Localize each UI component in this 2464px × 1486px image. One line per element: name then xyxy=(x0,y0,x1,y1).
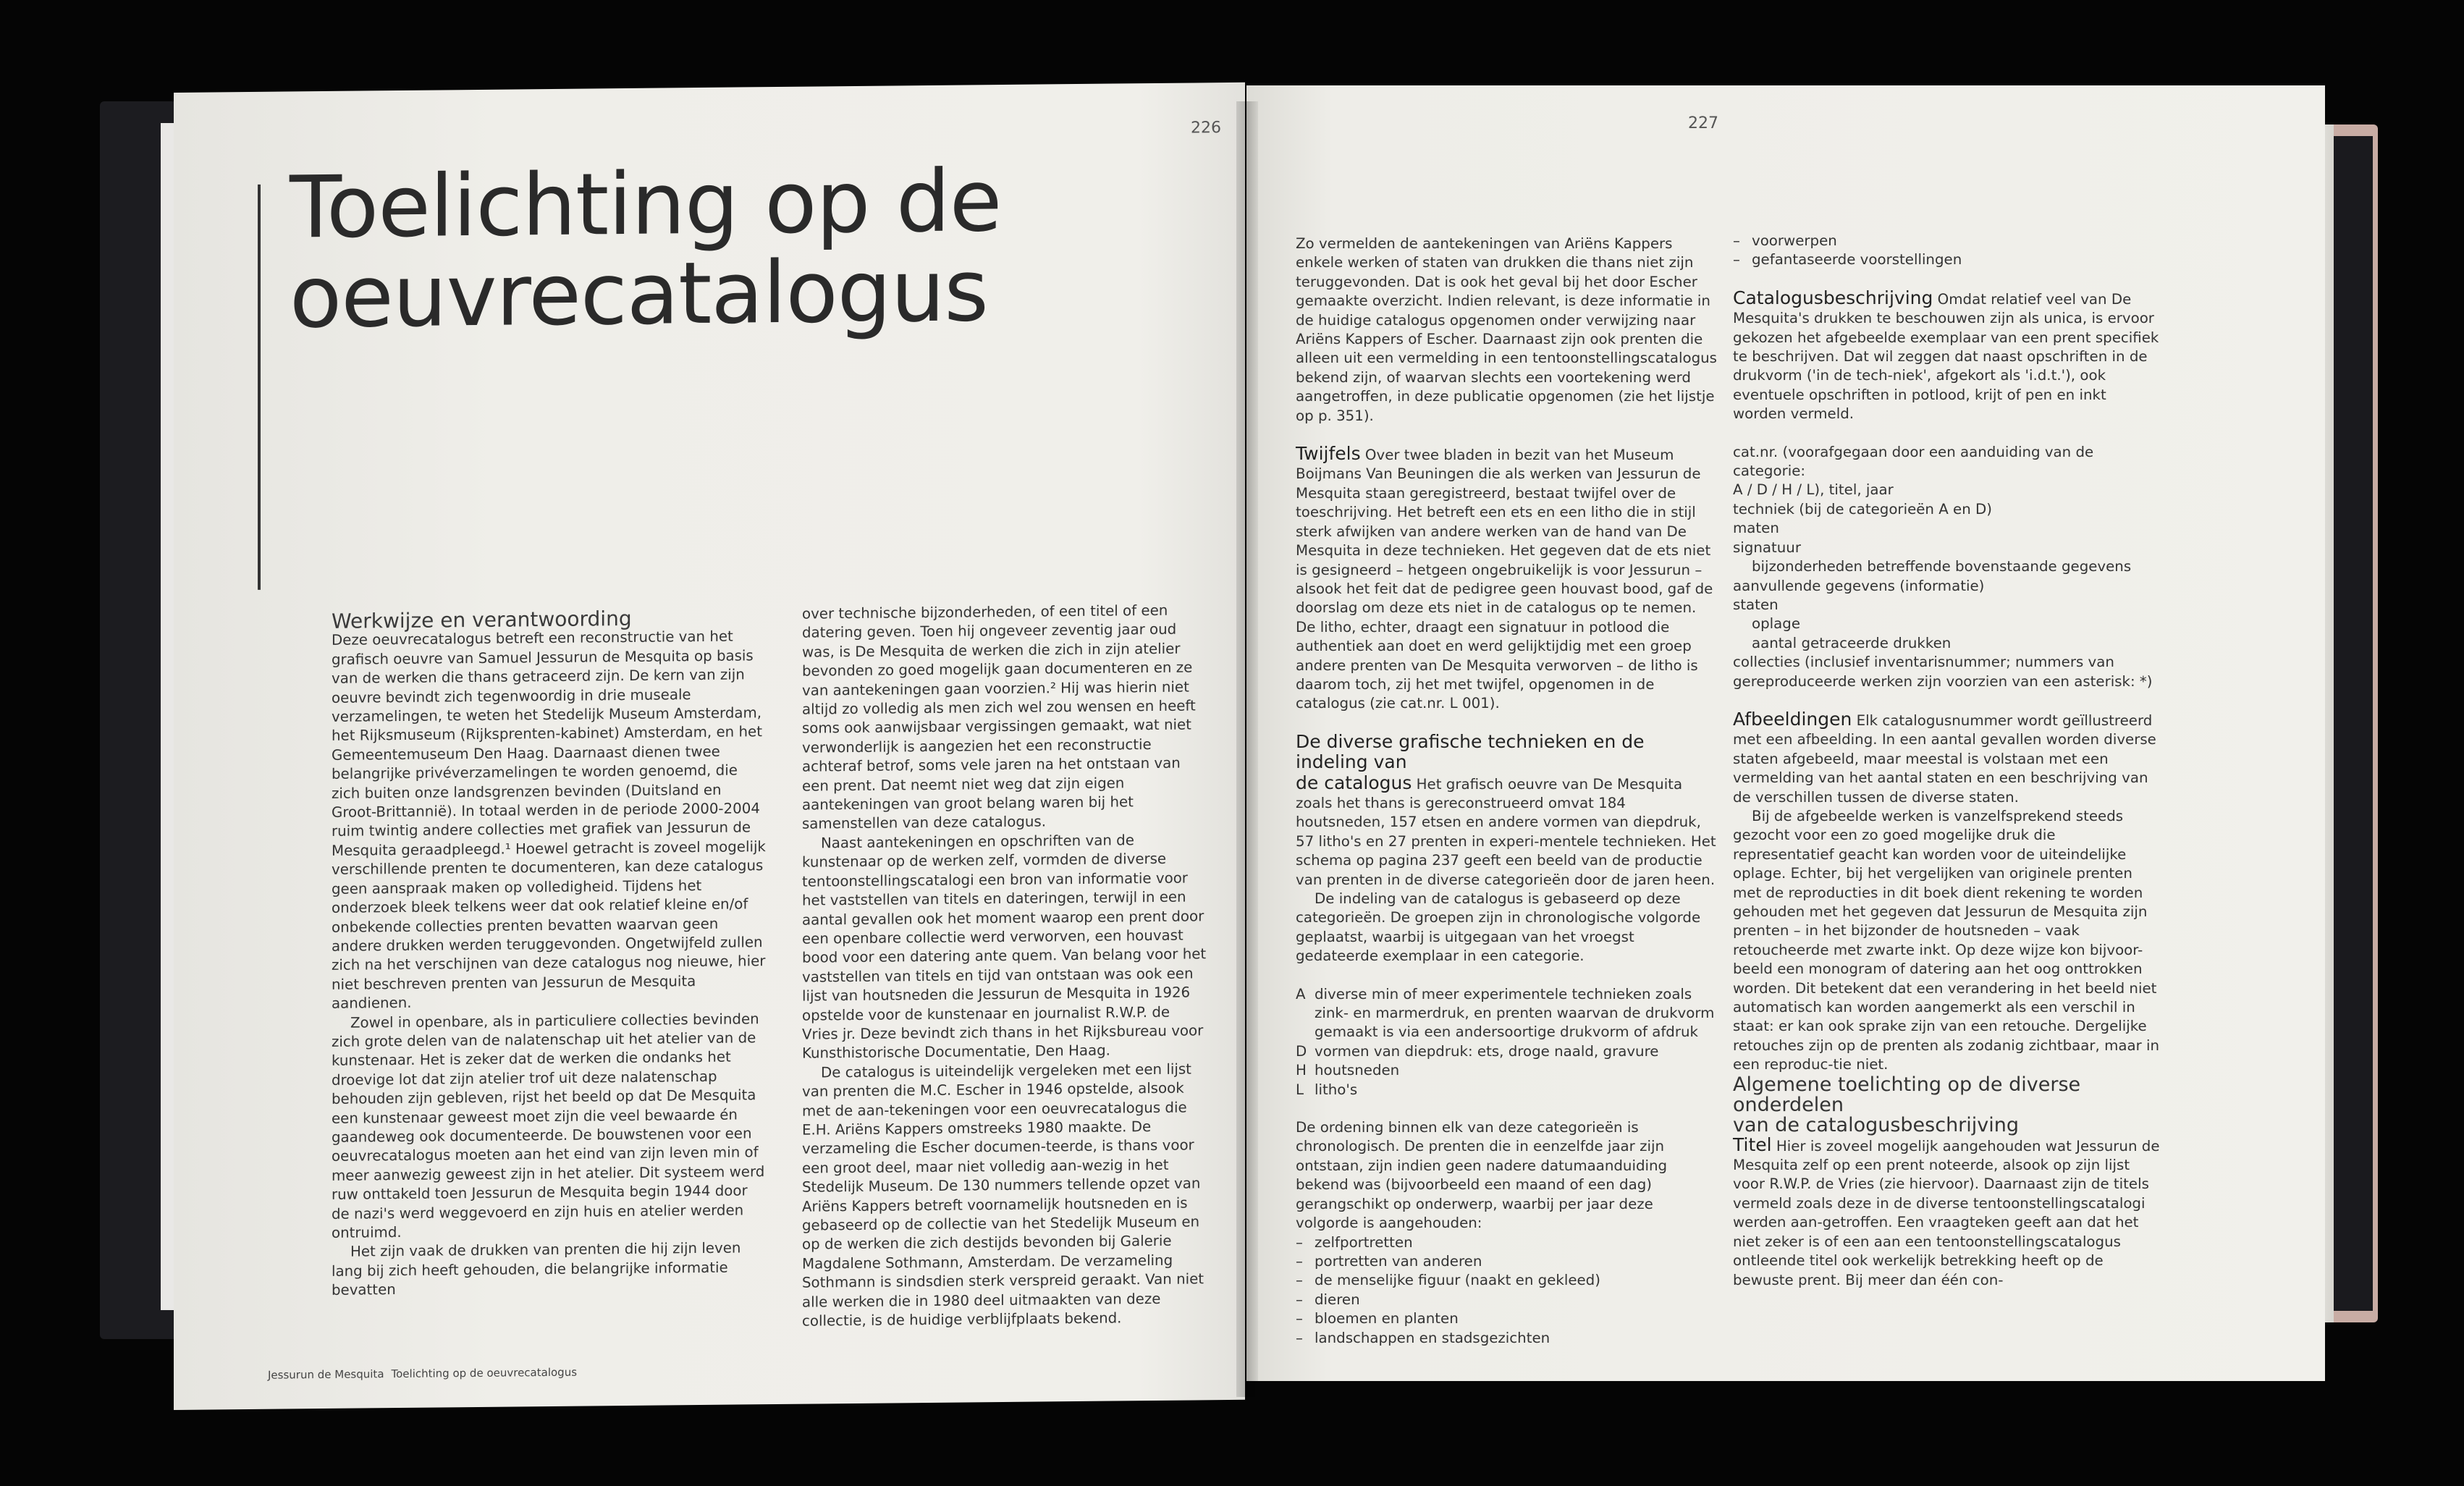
paragraph: over technische bijzonderheden, of een titel of een datering geven. Toen hij ongeveer zeventig jaar oud was, is De Mesquita de werken die zich in zijn atelier bevonden zo goed mogelijk gaan documenteren en ze van aantekeningen gaan voorzien.² Hij was hierin niet altijd zo volledig als men zich wel zou wensen en heeft soms ook aanwijsbaar vergissingen gemaakt, wat niet verwonderlijk is aangezien het een reconstructie achteraf betrof, soms vele jaren na het ontstaan van een prent. Dat neemt niet weg dat zijn eigen aantekeningen van groot belang waren bij het samenstellen van deze catalogus. xyxy=(802,601,1196,833)
paragraph: De indeling van de catalogus is gebaseerd op deze categorieën. De groepen zijn in chronologische volgorde geplaatst, waarbij is uitgegaan van het vroegst gedateerde exemplaar in een categorie. xyxy=(1296,890,1701,965)
paragraph: Zo vermelden de aantekeningen van Ariëns Kappers enkele werken of staten van drukken die thans niet zijn teruggevonden. Dat is ook het geval bij het door Escher gemaakte overzicht. Indien relevant, is deze informatie in de huidige catalogus opgenomen onder verwijzing naar Ariëns Kappers of Escher. Daarnaast zijn ook prenten die alleen uit een vermelding in een tentoonstellingscatalogus bekend zijn, of waarvan slechts een voortekening werd aangetroffen, in deze publicatie opgenomen (zie het lijstje op p. 351). xyxy=(1296,235,1717,424)
right-column-2 xyxy=(1733,232,2160,1290)
list-item: H houtsneden xyxy=(1296,1062,1400,1079)
page-stack-left xyxy=(161,123,174,1310)
running-footer xyxy=(268,1366,577,1382)
paragraph: De catalogus is uiteindelijk vergeleken met een lijst van prenten die M.C. Escher in 1946 opstelde, alsook met de aan-tekeningen voor een oeuvrecatalogus die E.H. Ariëns Kappers omstreeks 1980 maakte. De verzameling die Escher documen-teerde, is thans voor een groot deel, maar niet volledig aan-wezig in het Stedelijk Museum. De 130 nummers tellende opzet van Ariëns Kappers betreft voornamelijk houtsneden en is gebaseerd op de collectie van het Stedelijk Museum en op de werken die zich destijds bevonden bij Galerie Magdalene Sothmann, Amsterdam. De verzameling Sothmann is sindsdien sterk verspreid geraakt. Van niet alle werken die in 1980 deel uitmaakten van deze collectie, is de huidige verblijfplaats bekend. xyxy=(802,1060,1204,1330)
list-item: D vormen van diepdruk: ets, droge naald, gravure xyxy=(1296,1042,1659,1060)
paragraph: Zowel in openbare, als in particuliere collecties bevinden zich grote delen van de nalatenschap uit het atelier van de kunstenaar. Het is zeker dat de werken die ondanks het droevige lot dat zijn atelier trof uit deze nalatenschap behouden zijn gebleven, rijst het beeld op dat De Mesquita een kunstenaar geweest moet zijn die veel bewaarde én gaandeweg ook documenteerde. De bouwstenen voor een oeuvrecatalogus moeten aan het eind van zijn leven min of meer aanwezig geweest zijn in het atelier. Dit systeem werd ruw onttakeld toen Jessurun de Mesquita begin 1944 door de nazi's werd weggevoerd en zijn huis en atelier werden ontruimd. xyxy=(332,1010,765,1241)
title-line-1: Toelichting op de xyxy=(290,151,1002,258)
list-item: – dieren xyxy=(1296,1291,1360,1308)
book-gutter-shadow xyxy=(1236,101,1258,1397)
scheme-line: gereproduceerde werken zijn voorzien van een asterisk: *) xyxy=(1733,672,2153,690)
scheme-line: bijzonderheden betreffende bovenstaande gegevens xyxy=(1752,558,2132,575)
footer-author: Jessurun de Mesquita xyxy=(268,1367,384,1382)
scheme-line: collecties (inclusief inventarisnummer; nummers van xyxy=(1733,654,2114,671)
afb-paragraph xyxy=(1733,710,2160,807)
title-line-2: oeuvrecatalogus xyxy=(290,240,988,347)
scheme-line: maten xyxy=(1733,520,1779,537)
scheme-line: aanvullende gegevens (informatie) xyxy=(1733,577,1985,594)
diverse-text: Het grafisch oeuvre van De Mesquita zoals het thans is gereconstrueerd omvat 184 houtsneden, 157 etsen en andere vormen van diepdruk, 57 litho's en 27 prenten in experi-mentele technieken. Het schema op pagina 237 geeft een beeld van de productie van prenten in de diverse categorieën door de jaren heen. xyxy=(1296,775,1716,888)
list-item: – gefantaseerde voorstellingen xyxy=(1733,251,1962,269)
list-item: – landschappen en stadsgezichten xyxy=(1296,1329,1550,1346)
list-item: – zelfportretten xyxy=(1296,1233,1413,1251)
left-page xyxy=(174,83,1245,1410)
scheme-line: A / D / H / L), titel, jaar xyxy=(1733,481,1894,499)
left-column-2 xyxy=(802,601,1207,1331)
titel-heading: Titel xyxy=(1733,1134,1772,1155)
list-item: – de menselijke figuur (naakt en gekleed) xyxy=(1296,1272,1600,1289)
afb-heading: Afbeeldingen xyxy=(1733,708,1852,730)
scheme-line: cat.nr. (voorafgegaan door een aanduiding van de categorie: xyxy=(1733,443,2094,480)
scheme-line: staten xyxy=(1733,596,1779,613)
list-item: A diverse min of meer experimentele technieken zoals zink- en marmerdruk, en prenten waarvan de drukvorm gemaakt is via een andersoortige drukvorm of afdruk xyxy=(1296,985,1715,1041)
paragraph: Bij de afgebeelde werken is vanzelfsprekend steeds gezocht voor een zo goed mogelijke druk die representatief geacht kan worden voor de uiteindelijke oplage. Echter, bij het vergelijken van originele prenten met de reproducties in dit boek dient rekening te worden gehouden met het gegeven dat Jessurun de Mesquita zijn prenten – in het bijzonder de houtsneden – vaak retoucheerde met zwarte inkt. Op deze wijze kon bijvoor-beeld een monogram of datering aan het oog onttrokken worden. Dit betekent dat een verandering in het beeld niet automatisch kan worden aangemerkt als een verschil in staat: er kan ook sprake zijn van een retouche. Dergelijke retouches zijn op de prenten als zodanig zichtbaar, maar in een reproduc-tie niet. xyxy=(1733,807,2160,1073)
book-cover-left-edge xyxy=(100,101,180,1339)
catbesch-paragraph xyxy=(1733,289,2160,424)
scheme-line: techniek (bij de categorieën A en D) xyxy=(1733,500,1992,518)
diverse-heading-2: de catalogus xyxy=(1296,772,1412,793)
twijfels-paragraph xyxy=(1296,444,1719,714)
afb-text: Elk catalogusnummer wordt geïllustreerd met een afbeelding. In een aantal gevallen worden diverse staten afgebeeld, maar meestal is volstaan met een vermelding van het aantal staten en een beschrijving van de verschillen tussen de diverse staten. xyxy=(1733,712,2156,806)
diverse-heading-1: De diverse grafische technieken en de indeling van xyxy=(1296,730,1645,773)
catnr-scheme xyxy=(1733,443,2160,691)
scheme-line: oplage xyxy=(1752,615,1801,633)
cover-board-right xyxy=(2328,136,2373,1311)
paragraph: Deze oeuvrecatalogus betreft een reconstructie van het grafisch oeuvre van Samuel Jessurun de Mesquita op basis van de werken die thans getraceerd zijn. De kern van zijn oeuvre bevindt zich tegenwoordig in drie museale verzamelingen, te weten het Stedelijk Museum Amsterdam, het Rijksmuseum (Rijksprenten-kabinet) Amsterdam, en het Gemeentemuseum Den Haag. Daarnaast dienen twee belangrijke privéverzamelingen te worden genoemd, die zich buiten onze landsgrenzen bevinden (Duitsland en Groot-Brittannië). In totaal werden in de periode 2000-2004 ruim twintig andere collecties met grafiek van Jessurun de Mesquita geraadpleegd.¹ Hoewel getracht is zoveel mogelijk verschillende prenten te documenteren, kan deze catalogus geen aanspraak maken op volledigheid. Tijdens het onderzoek bleek telkens weer dat ook relatief kleine en/of onbekende collecties prenten bevatten waarvan geen andere drukken werden teruggevonden. Ongetwijfeld zullen zich na het verschijnen van deze catalogus nog nieuwe, hier niet beschreven prenten van Jessurun de Mesquita aandienen. xyxy=(332,628,766,1013)
titel-text: Hier is zoveel mogelijk aangehouden wat Jessurun de Mesquita zelf op een prent noteerde, alsook op zijn lijst voor R.W.P. de Vries (zie hiervoor). Daarnaast zijn de titels vermeld zoals deze in de diverse tentoonstellingscatalogi werden aan-getroffen. Een vraagteken geeft aan dat het niet zeker is of een aan een tentoonstellingscatalogus ontleende titel ook werkelijk betrekking heeft op de bewuste prent. Bij meer dan één con- xyxy=(1733,1137,2160,1288)
right-page xyxy=(1246,85,2325,1381)
page-number-right: 227 xyxy=(1688,114,1718,132)
right-column-1 xyxy=(1296,235,1719,1348)
paragraph: De ordening binnen elk van deze categorieën is chronologisch. De prenten die in eenzelfde jaar zijn ontstaan, zijn indien geen nadere datumaanduiding bekend was (bijvoorbeeld een maand of een dag) gerangschikt op onderwerp, waarbij per jaar deze volgorde is aangehouden: xyxy=(1296,1119,1668,1232)
category-list xyxy=(1296,985,1719,1099)
list-item: – portretten van anderen xyxy=(1296,1252,1482,1270)
page-title xyxy=(290,151,1002,347)
scheme-line: signatuur xyxy=(1733,539,1801,556)
list-item: – bloemen en planten xyxy=(1296,1310,1459,1327)
twijfels-heading: Twijfels xyxy=(1296,443,1361,465)
catbesch-heading: Catalogusbeschrijving xyxy=(1733,287,1933,308)
title-rule xyxy=(258,185,261,590)
scheme-line: aantal getraceerde drukken xyxy=(1752,634,1952,651)
section-heading: Werkwijze en verantwoording xyxy=(332,606,632,633)
list-item: L litho's xyxy=(1296,1081,1358,1098)
titel-paragraph xyxy=(1733,1136,2160,1290)
diverse-paragraph xyxy=(1296,730,1719,890)
paragraph: Het zijn vaak de drukken van prenten die hij zijn leven lang bij zich heeft gehouden, die belangrijke informatie bevatten xyxy=(332,1239,741,1299)
twijfels-text: Over twee bladen in bezit van het Museum Boijmans Van Beuningen die als werken van Jessurun de Mesquita staan geregistreerd, bestaat twijfel over de toeschrijving. Het betreft een ets en een litho die in stijl sterk afwijken van andere werken van de hand van De Mesquita in deze technieken. Het gegeven dat de ets niet is gesigneerd – hetgeen ongebruikelijk is voor Jessurun – alsook het feit dat de pedigree geen houvast bood, gaf de doorslag om deze ets niet in de catalogus op te nemen. De litho, echter, draagt een signatuur in potlood die authentiek aan doet en werd gelijktijdig met een groep andere prenten van De Mesquita verworven – de litho is daarom toch, zij het met twijfel, opgenomen in de catalogus (zie cat.nr. L 001). xyxy=(1296,447,1713,712)
left-column-1 xyxy=(332,608,769,1300)
list-item: – voorwerpen xyxy=(1733,232,1837,249)
subsection-heading: Algemene toelichting op de diverse onderdelen van de catalogusbeschrijving xyxy=(1733,1073,2081,1136)
footer-title: Toelichting op de oeuvrecatalogus xyxy=(391,1365,578,1381)
paragraph: Naast aantekeningen en opschriften van de kunstenaar op de werken zelf, vormden de diverse tentoonstellingscatalogi een bron van informatie voor het vaststellen van titels en dateringen, terwijl in een aantal gevallen ook het moment waarop een prent door een openbare collectie werd verworven, een houvast bood voor een datering ante quem. Van belang voor het vaststellen van titels en tijd van ontstaan was ook een lijst van houtsneden die Jessurun de Mesquita in 1926 opstelde voor de kunstenaar en journalist R.W.P. de Vries jr. Deze bevindt zich thans in het Rijksbureau voor Kunsthistorische Documentatie, Den Haag. xyxy=(802,832,1207,1063)
page-number-left: 226 xyxy=(1191,119,1221,138)
catbesch-text: Omdat relatief veel van De Mesquita's drukken te beschouwen zijn als unica, is ervoor gekozen het afgebeelde exemplaar van een prent specifiek te beschrijven. Dat wil zeggen dat naast opschriften in de drukvorm ('in de tech-niek', afgekort als 'i.d.t.'), ook eventuele opschriften in potlood, krijt of pen en inkt worden vermeld. xyxy=(1733,290,2159,423)
subject-list xyxy=(1296,1233,1719,1348)
